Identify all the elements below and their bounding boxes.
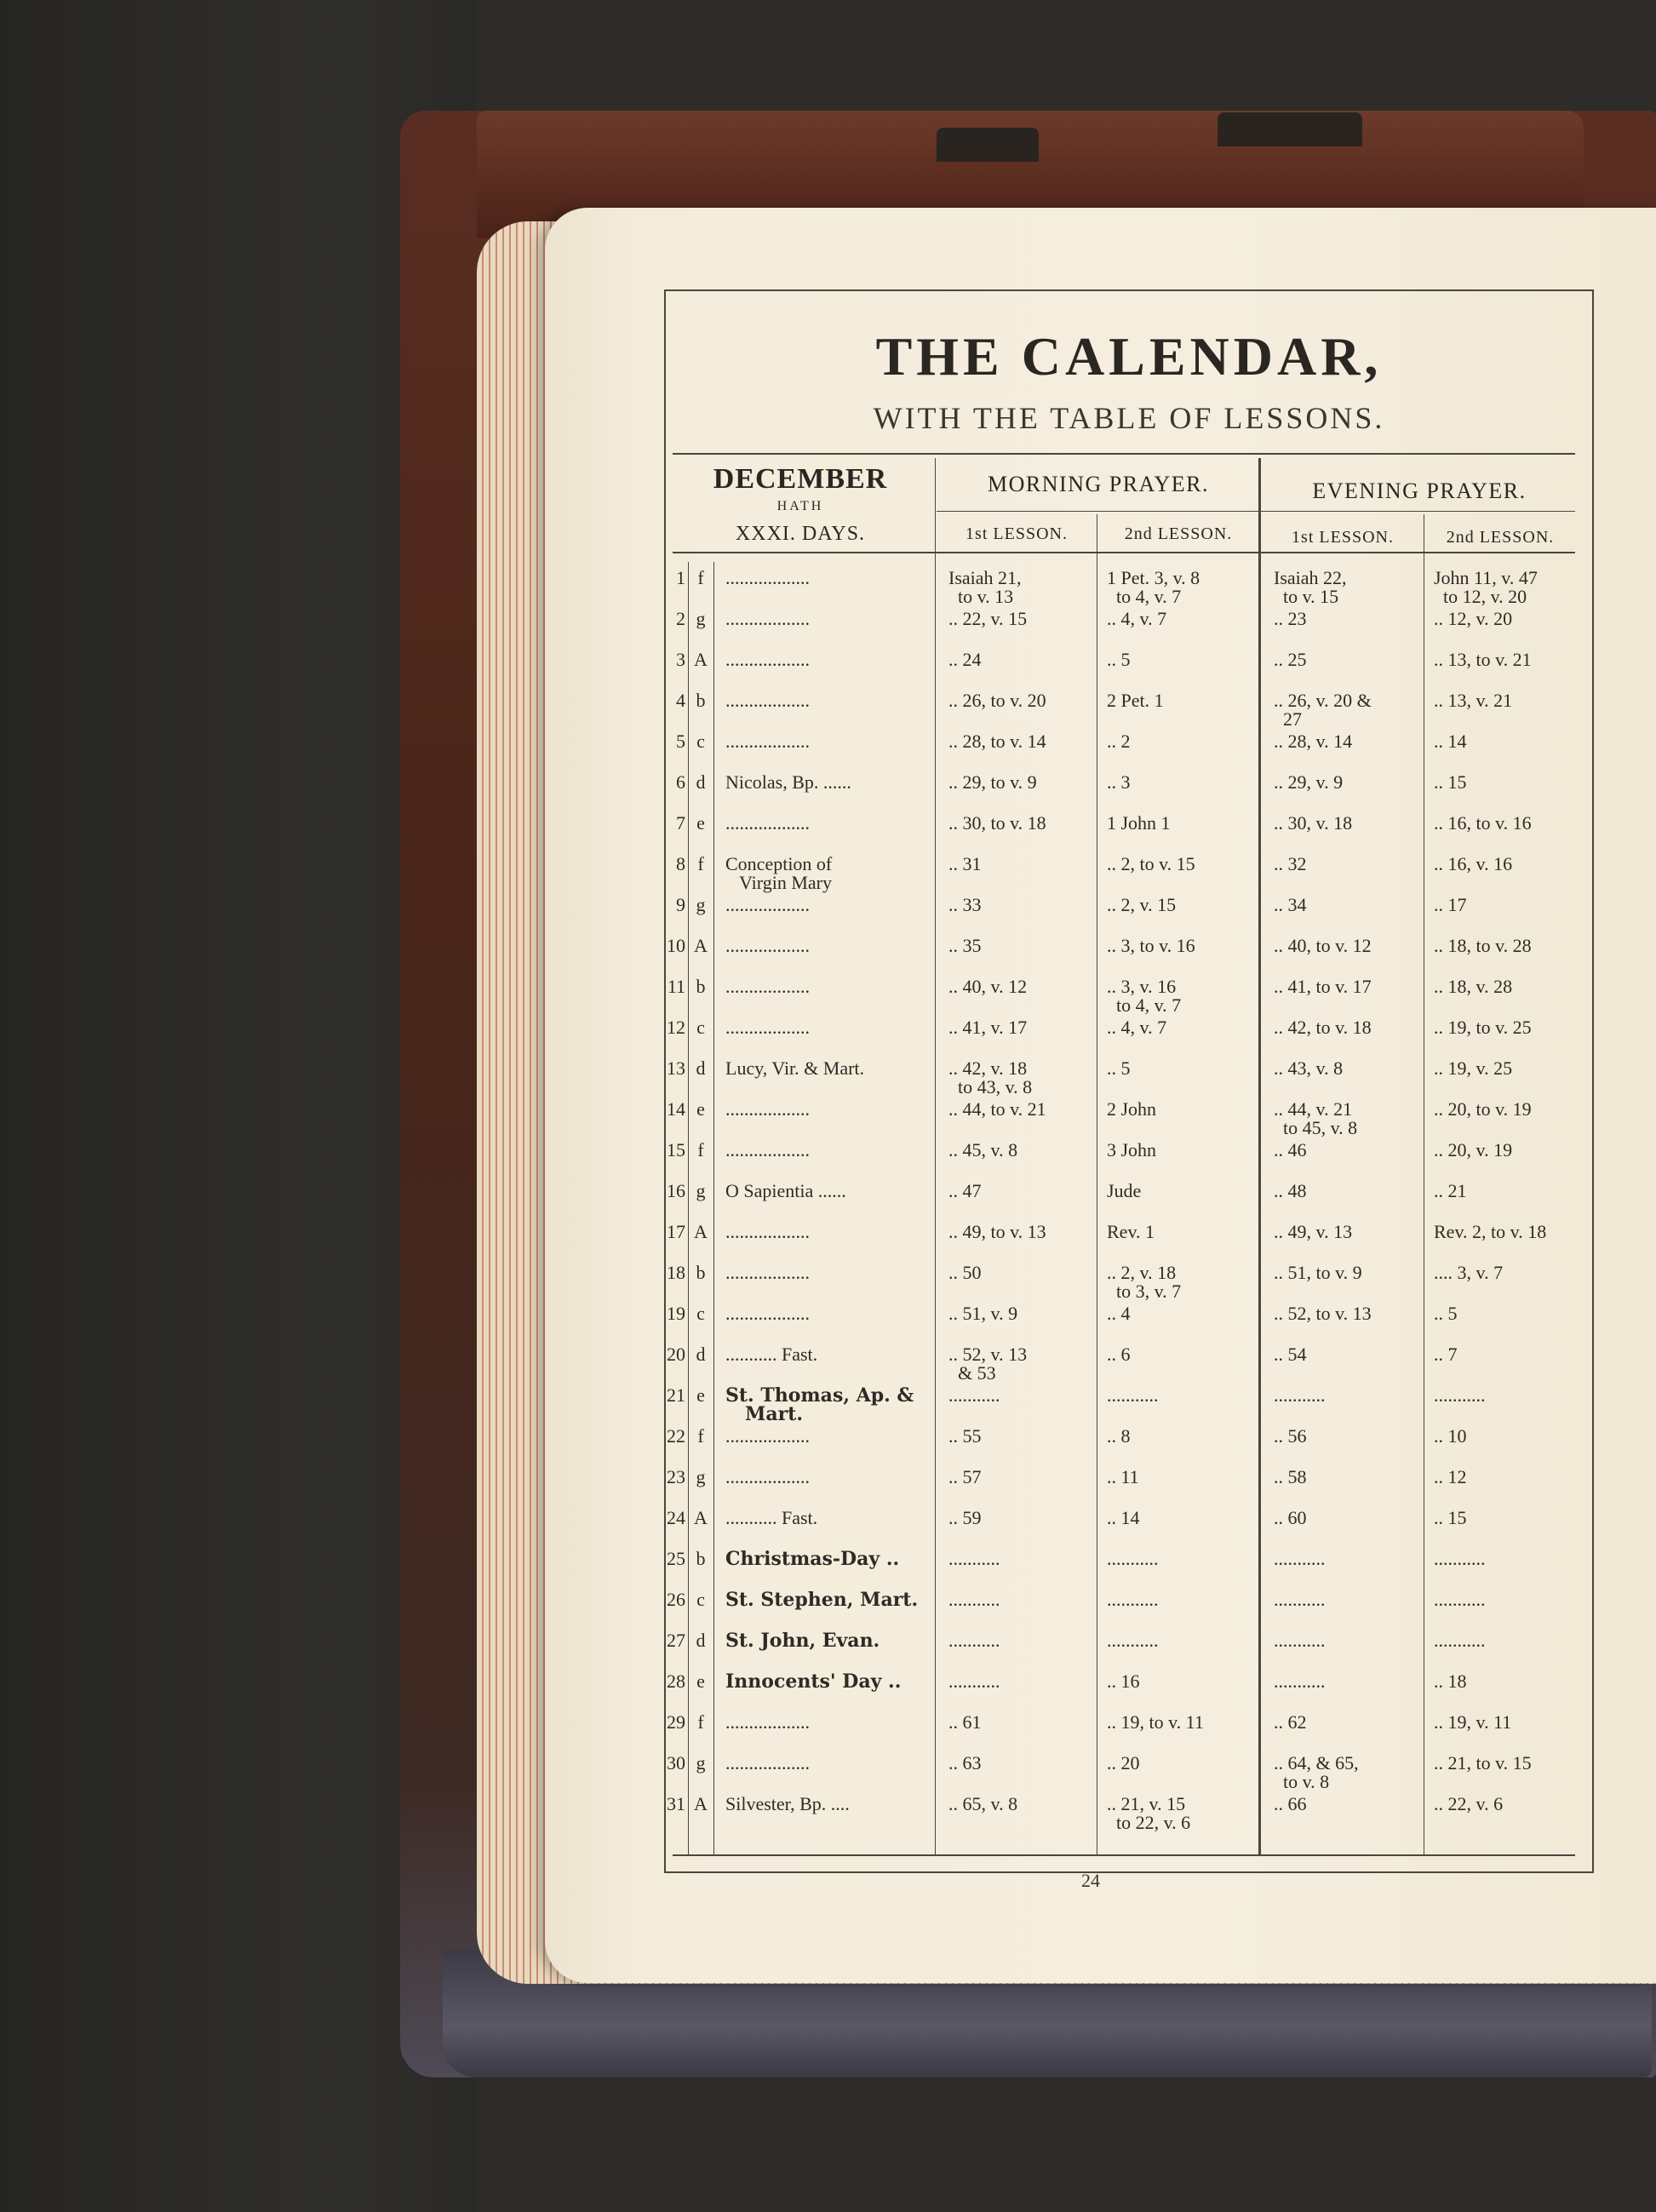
morning-first-lesson: .. 61 — [948, 1711, 982, 1733]
morning-first-lesson: .. 51, v. 9 — [948, 1303, 1018, 1324]
morning-first-lesson: .. 29, to v. 9 — [948, 771, 1037, 793]
table-row — [0, 610, 1656, 650]
day-number: 24 — [667, 1507, 685, 1528]
morning-first-lesson: ........... — [948, 1384, 1000, 1406]
morning-second-lesson: .. 21, v. 15 to 22, v. 6 — [1107, 1793, 1191, 1833]
morning-first-lesson: ........... — [948, 1589, 1000, 1610]
morning-first-lesson: .. 55 — [948, 1425, 982, 1447]
morning-second-lesson: .. 8 — [1107, 1425, 1131, 1447]
day-number: 14 — [667, 1098, 685, 1120]
page-number: 24 — [1081, 1870, 1100, 1891]
day-number: 22 — [667, 1425, 685, 1447]
morning-first-lesson: .. 59 — [948, 1507, 982, 1528]
evening-second-lesson: .. 13, v. 21 — [1434, 690, 1513, 711]
morning-second-lesson: .. 14 — [1107, 1507, 1140, 1528]
morning-second-lesson: .. 4, v. 7 — [1107, 1017, 1167, 1038]
thumb-tab — [1218, 112, 1362, 146]
table-row — [0, 773, 1656, 814]
table-row — [0, 1100, 1656, 1141]
evening-second-lesson: .. 15 — [1434, 771, 1467, 793]
morning-second-lesson: .. 4 — [1107, 1303, 1131, 1324]
morning-second-lesson: Rev. 1 — [1107, 1221, 1155, 1242]
morning-second-lesson: 3 John — [1107, 1139, 1157, 1160]
morning-first-lesson: .. 47 — [948, 1180, 982, 1201]
evening-first-lesson: .. 28, v. 14 — [1274, 731, 1353, 752]
evening-second-lesson: .. 18 — [1434, 1670, 1467, 1692]
saint-day: ........... Fast. — [725, 1507, 818, 1528]
morning-first-lesson: ........... — [948, 1630, 1000, 1651]
dominical-letter: g — [696, 1180, 706, 1201]
evening-first-lesson: .. 29, v. 9 — [1274, 771, 1344, 793]
table-row — [0, 855, 1656, 896]
day-number: 13 — [667, 1057, 685, 1079]
morning-second-lesson: ........... — [1107, 1384, 1159, 1406]
evening-second-lesson: .. 14 — [1434, 731, 1467, 752]
day-number: 31 — [667, 1793, 685, 1814]
day-number: 3 — [676, 649, 685, 670]
day-number: 5 — [676, 731, 685, 752]
dominical-letter: d — [696, 1057, 706, 1079]
evening-second-lesson: .. 16, v. 16 — [1434, 853, 1513, 874]
evening-first-lesson: .. 46 — [1274, 1139, 1307, 1160]
morning-second-lesson: .. 6 — [1107, 1344, 1131, 1365]
morning-second-lesson: 2 John — [1107, 1098, 1157, 1120]
dominical-letter: g — [696, 894, 706, 915]
table-row — [0, 1386, 1656, 1427]
evening-second-lesson: .... 3, v. 7 — [1434, 1262, 1504, 1283]
evening-first-lesson: .. 32 — [1274, 853, 1307, 874]
saint-day: .................. — [725, 690, 810, 711]
saint-day: St. Stephen, Mart. — [725, 1589, 919, 1611]
day-number: 6 — [676, 771, 685, 793]
saint-day: Nicolas, Bp. ...... — [725, 771, 851, 793]
dominical-letter: e — [696, 1384, 705, 1406]
dominical-letter: c — [696, 1303, 705, 1324]
day-number: 26 — [667, 1589, 685, 1610]
evening-second-lesson: .. 12, v. 20 — [1434, 608, 1513, 629]
day-number: 20 — [667, 1344, 685, 1365]
saint-day: .................. — [725, 1017, 810, 1038]
saint-day: Christmas-Day .. — [725, 1548, 900, 1570]
rule — [673, 1854, 1575, 1856]
table-row — [0, 814, 1656, 855]
saint-day: .................. — [725, 567, 810, 588]
saint-day: .................. — [725, 1752, 810, 1774]
thumb-tab — [937, 128, 1039, 162]
morning-first-lesson: .. 50 — [948, 1262, 982, 1283]
evening-first-lesson-heading: 1st LESSON. — [1292, 528, 1394, 547]
day-number: 7 — [676, 812, 685, 834]
evening-second-lesson: .. 18, v. 28 — [1434, 976, 1513, 997]
dominical-letter: A — [694, 1793, 708, 1814]
day-number: 4 — [676, 690, 685, 711]
table-row — [0, 1427, 1656, 1468]
morning-second-lesson: ........... — [1107, 1589, 1159, 1610]
evening-first-lesson: ........... — [1274, 1630, 1326, 1651]
saint-day: .................. — [725, 894, 810, 915]
evening-first-lesson: .. 54 — [1274, 1344, 1307, 1365]
table-row — [0, 691, 1656, 732]
saint-day: Innocents' Day .. — [725, 1670, 902, 1693]
evening-second-lesson: .. 12 — [1434, 1466, 1467, 1487]
page-title: THE CALENDAR, — [875, 326, 1383, 387]
table-row — [0, 732, 1656, 773]
evening-first-lesson: ........... — [1274, 1384, 1326, 1406]
evening-first-lesson: ........... — [1274, 1670, 1326, 1692]
evening-second-lesson: .. 16, to v. 16 — [1434, 812, 1532, 834]
evening-first-lesson: .. 48 — [1274, 1180, 1307, 1201]
morning-second-lesson: .. 3, v. 16 to 4, v. 7 — [1107, 976, 1182, 1016]
rule — [937, 511, 1575, 512]
morning-first-lesson: .. 65, v. 8 — [948, 1793, 1018, 1814]
evening-first-lesson: .. 30, v. 18 — [1274, 812, 1353, 834]
evening-second-lesson: .. 20, to v. 19 — [1434, 1098, 1532, 1120]
morning-second-lesson: .. 20 — [1107, 1752, 1140, 1774]
morning-second-lesson: .. 2, v. 18 to 3, v. 7 — [1107, 1262, 1182, 1302]
evening-first-lesson: .. 23 — [1274, 608, 1307, 629]
day-number: 16 — [667, 1180, 685, 1201]
morning-first-lesson: .. 24 — [948, 649, 982, 670]
morning-second-lesson: 1 John 1 — [1107, 812, 1171, 834]
saint-day: .................. — [725, 608, 810, 629]
table-row — [0, 650, 1656, 691]
month-name: DECEMBER — [713, 463, 888, 495]
evening-second-lesson: .. 10 — [1434, 1425, 1467, 1447]
saint-day: .................. — [725, 1221, 810, 1242]
evening-second-lesson: .. 21 — [1434, 1180, 1467, 1201]
saint-day: O Sapientia ...... — [725, 1180, 846, 1201]
table-row — [0, 1304, 1656, 1345]
dominical-letter: b — [696, 976, 706, 997]
evening-first-lesson: .. 52, to v. 13 — [1274, 1303, 1372, 1324]
evening-second-lesson: .. 21, to v. 15 — [1434, 1752, 1532, 1774]
evening-second-lesson: Rev. 2, to v. 18 — [1434, 1221, 1547, 1242]
morning-second-lesson-heading: 2nd LESSON. — [1124, 524, 1233, 543]
day-number: 17 — [667, 1221, 685, 1242]
table-row — [0, 1018, 1656, 1059]
evening-first-lesson: .. 43, v. 8 — [1274, 1057, 1344, 1079]
table-row — [0, 1713, 1656, 1754]
evening-first-lesson: .. 25 — [1274, 649, 1307, 670]
morning-first-lesson: .. 35 — [948, 935, 982, 956]
table-row — [0, 569, 1656, 610]
morning-first-lesson-heading: 1st LESSON. — [966, 524, 1068, 543]
morning-first-lesson: .. 30, to v. 18 — [948, 812, 1046, 834]
day-number: 19 — [667, 1303, 685, 1324]
saint-day: ........... Fast. — [725, 1344, 818, 1365]
table-row — [0, 1631, 1656, 1672]
dominical-letter: f — [697, 853, 704, 874]
dominical-letter: c — [696, 731, 705, 752]
table-row — [0, 1590, 1656, 1631]
table-row — [0, 1795, 1656, 1836]
day-number: 23 — [667, 1466, 685, 1487]
day-number: 11 — [667, 976, 685, 997]
morning-first-lesson: .. 44, to v. 21 — [948, 1098, 1046, 1120]
morning-first-lesson: .. 26, to v. 20 — [948, 690, 1046, 711]
evening-prayer-heading: EVENING PRAYER. — [1312, 479, 1527, 503]
dominical-letter: e — [696, 1098, 705, 1120]
morning-first-lesson: .. 63 — [948, 1752, 982, 1774]
day-number: 21 — [667, 1384, 685, 1406]
dominical-letter: f — [697, 567, 704, 588]
saint-day: .................. — [725, 1098, 810, 1120]
morning-first-lesson: .. 31 — [948, 853, 982, 874]
day-number: 18 — [667, 1262, 685, 1283]
evening-second-lesson-heading: 2nd LESSON. — [1446, 528, 1555, 547]
table-row — [0, 1468, 1656, 1509]
saint-day: .................. — [725, 731, 810, 752]
table-row — [0, 1345, 1656, 1386]
table-row — [0, 937, 1656, 977]
dominical-letter: A — [694, 649, 708, 670]
dominical-letter: d — [696, 1630, 706, 1651]
morning-second-lesson: .. 2 — [1107, 731, 1131, 752]
evening-first-lesson: .. 56 — [1274, 1425, 1307, 1447]
dominical-letter: f — [697, 1711, 704, 1733]
day-number: 25 — [667, 1548, 685, 1569]
evening-first-lesson: ........... — [1274, 1589, 1326, 1610]
evening-second-lesson: .. 17 — [1434, 894, 1467, 915]
saint-day: .................. — [725, 976, 810, 997]
table-row — [0, 1059, 1656, 1100]
month-hath: HATH — [776, 499, 824, 513]
evening-first-lesson: .. 62 — [1274, 1711, 1307, 1733]
morning-second-lesson: .. 3 — [1107, 771, 1131, 793]
evening-second-lesson: .. 15 — [1434, 1507, 1467, 1528]
evening-second-lesson: ........... — [1434, 1548, 1486, 1569]
saint-day: .................. — [725, 649, 810, 670]
saint-day: St. Thomas, Ap. & Mart. — [725, 1384, 914, 1425]
evening-first-lesson: Isaiah 22, to v. 15 — [1274, 567, 1347, 607]
dominical-letter: d — [696, 1344, 706, 1365]
dominical-letter: A — [694, 1221, 708, 1242]
morning-second-lesson: .. 2, to v. 15 — [1107, 853, 1195, 874]
day-number: 29 — [667, 1711, 685, 1733]
table-row — [0, 1672, 1656, 1713]
table-row — [0, 1509, 1656, 1550]
day-number: 15 — [667, 1139, 685, 1160]
evening-second-lesson: .. 7 — [1434, 1344, 1458, 1365]
evening-first-lesson: .. 40, to v. 12 — [1274, 935, 1372, 956]
morning-second-lesson: 1 Pet. 3, v. 8 to 4, v. 7 — [1107, 567, 1200, 607]
morning-second-lesson: 2 Pet. 1 — [1107, 690, 1164, 711]
evening-second-lesson: ........... — [1434, 1589, 1486, 1610]
dominical-letter: A — [694, 935, 708, 956]
morning-first-lesson: .. 42, v. 18 to 43, v. 8 — [948, 1057, 1033, 1097]
table-row — [0, 1141, 1656, 1182]
dominical-letter: g — [696, 1752, 706, 1774]
morning-first-lesson: .. 52, v. 13 & 53 — [948, 1344, 1028, 1384]
day-number: 2 — [676, 608, 685, 629]
evening-first-lesson: .. 42, to v. 18 — [1274, 1017, 1372, 1038]
saint-day: Conception of Virgin Mary — [725, 853, 833, 893]
saint-day: .................. — [725, 812, 810, 834]
evening-second-lesson: .. 13, to v. 21 — [1434, 649, 1532, 670]
evening-second-lesson: .. 19, v. 11 — [1434, 1711, 1512, 1733]
saint-day: .................. — [725, 1466, 810, 1487]
dominical-letter: f — [697, 1425, 704, 1447]
evening-first-lesson: .. 64, & 65, to v. 8 — [1274, 1752, 1359, 1792]
table-row — [0, 1223, 1656, 1264]
evening-second-lesson: ........... — [1434, 1630, 1486, 1651]
morning-second-lesson: .. 19, to v. 11 — [1107, 1711, 1204, 1733]
saint-day: .................. — [725, 1425, 810, 1447]
morning-second-lesson: .. 11 — [1107, 1466, 1139, 1487]
dominical-letter: f — [697, 1139, 704, 1160]
evening-first-lesson: .. 60 — [1274, 1507, 1307, 1528]
saint-day: .................. — [725, 935, 810, 956]
page-subtitle: WITH THE TABLE OF LESSONS. — [873, 401, 1385, 435]
evening-second-lesson: .. 20, v. 19 — [1434, 1139, 1513, 1160]
rule — [673, 552, 1575, 553]
morning-prayer-heading: MORNING PRAYER. — [988, 472, 1209, 496]
evening-first-lesson: .. 34 — [1274, 894, 1307, 915]
morning-second-lesson: .. 4, v. 7 — [1107, 608, 1167, 629]
morning-first-lesson: Isaiah 21, to v. 13 — [948, 567, 1022, 607]
evening-first-lesson: ........... — [1274, 1548, 1326, 1569]
table-row — [0, 1182, 1656, 1223]
saint-day: .................. — [725, 1262, 810, 1283]
table-row — [0, 896, 1656, 937]
saint-day: Silvester, Bp. .... — [725, 1793, 850, 1814]
evening-first-lesson: .. 26, v. 20 & 27 — [1274, 690, 1372, 730]
table-row — [0, 1754, 1656, 1795]
morning-first-lesson: .. 40, v. 12 — [948, 976, 1028, 997]
morning-second-lesson: .. 2, v. 15 — [1107, 894, 1177, 915]
morning-second-lesson: ........... — [1107, 1548, 1159, 1569]
morning-first-lesson: .. 49, to v. 13 — [948, 1221, 1046, 1242]
evening-second-lesson: .. 19, to v. 25 — [1434, 1017, 1532, 1038]
day-number: 27 — [667, 1630, 685, 1651]
day-number: 9 — [676, 894, 685, 915]
evening-second-lesson: .. 19, v. 25 — [1434, 1057, 1513, 1079]
month-days: XXXI. DAYS. — [735, 523, 866, 545]
dominical-letter: c — [696, 1589, 705, 1610]
saint-day: Lucy, Vir. & Mart. — [725, 1057, 865, 1079]
table-row — [0, 977, 1656, 1018]
dominical-letter: e — [696, 1670, 705, 1692]
morning-first-lesson: .. 22, v. 15 — [948, 608, 1028, 629]
dominical-letter: A — [694, 1507, 708, 1528]
evening-first-lesson: .. 66 — [1274, 1793, 1307, 1814]
dominical-letter: c — [696, 1017, 705, 1038]
day-number: 10 — [667, 935, 685, 956]
evening-first-lesson: .. 44, v. 21 to 45, v. 8 — [1274, 1098, 1358, 1138]
morning-second-lesson: .. 5 — [1107, 649, 1131, 670]
dominical-letter: d — [696, 771, 706, 793]
morning-second-lesson: .. 5 — [1107, 1057, 1131, 1079]
saint-day: .................. — [725, 1711, 810, 1733]
evening-second-lesson: .. 5 — [1434, 1303, 1458, 1324]
saint-day: .................. — [725, 1139, 810, 1160]
evening-second-lesson: .. 22, v. 6 — [1434, 1793, 1504, 1814]
morning-first-lesson: .. 28, to v. 14 — [948, 731, 1046, 752]
table-row — [0, 1264, 1656, 1304]
day-number: 1 — [676, 567, 685, 588]
day-number: 8 — [676, 853, 685, 874]
dominical-letter: g — [696, 608, 706, 629]
saint-day: St. John, Evan. — [725, 1630, 880, 1652]
saint-day: .................. — [725, 1303, 810, 1324]
table-row — [0, 1550, 1656, 1590]
morning-first-lesson: ........... — [948, 1548, 1000, 1569]
morning-first-lesson: ........... — [948, 1670, 1000, 1692]
dominical-letter: b — [696, 1262, 706, 1283]
morning-first-lesson: .. 45, v. 8 — [948, 1139, 1018, 1160]
evening-second-lesson: ........... — [1434, 1384, 1486, 1406]
morning-second-lesson: .. 16 — [1107, 1670, 1140, 1692]
day-number: 12 — [667, 1017, 685, 1038]
dominical-letter: g — [696, 1466, 706, 1487]
morning-first-lesson: .. 57 — [948, 1466, 982, 1487]
morning-second-lesson: .. 3, to v. 16 — [1107, 935, 1195, 956]
evening-second-lesson: John 11, v. 47 to 12, v. 20 — [1434, 567, 1538, 607]
dominical-letter: b — [696, 1548, 706, 1569]
evening-second-lesson: .. 18, to v. 28 — [1434, 935, 1532, 956]
day-number: 30 — [667, 1752, 685, 1774]
evening-first-lesson: .. 58 — [1274, 1466, 1307, 1487]
morning-second-lesson: Jude — [1107, 1180, 1142, 1201]
evening-first-lesson: .. 51, to v. 9 — [1274, 1262, 1362, 1283]
morning-first-lesson: .. 41, v. 17 — [948, 1017, 1028, 1038]
dominical-letter: e — [696, 812, 705, 834]
rule — [673, 453, 1575, 455]
morning-second-lesson: ........... — [1107, 1630, 1159, 1651]
morning-first-lesson: .. 33 — [948, 894, 982, 915]
dominical-letter: b — [696, 690, 706, 711]
evening-first-lesson: .. 49, v. 13 — [1274, 1221, 1353, 1242]
evening-first-lesson: .. 41, to v. 17 — [1274, 976, 1372, 997]
day-number: 28 — [667, 1670, 685, 1692]
